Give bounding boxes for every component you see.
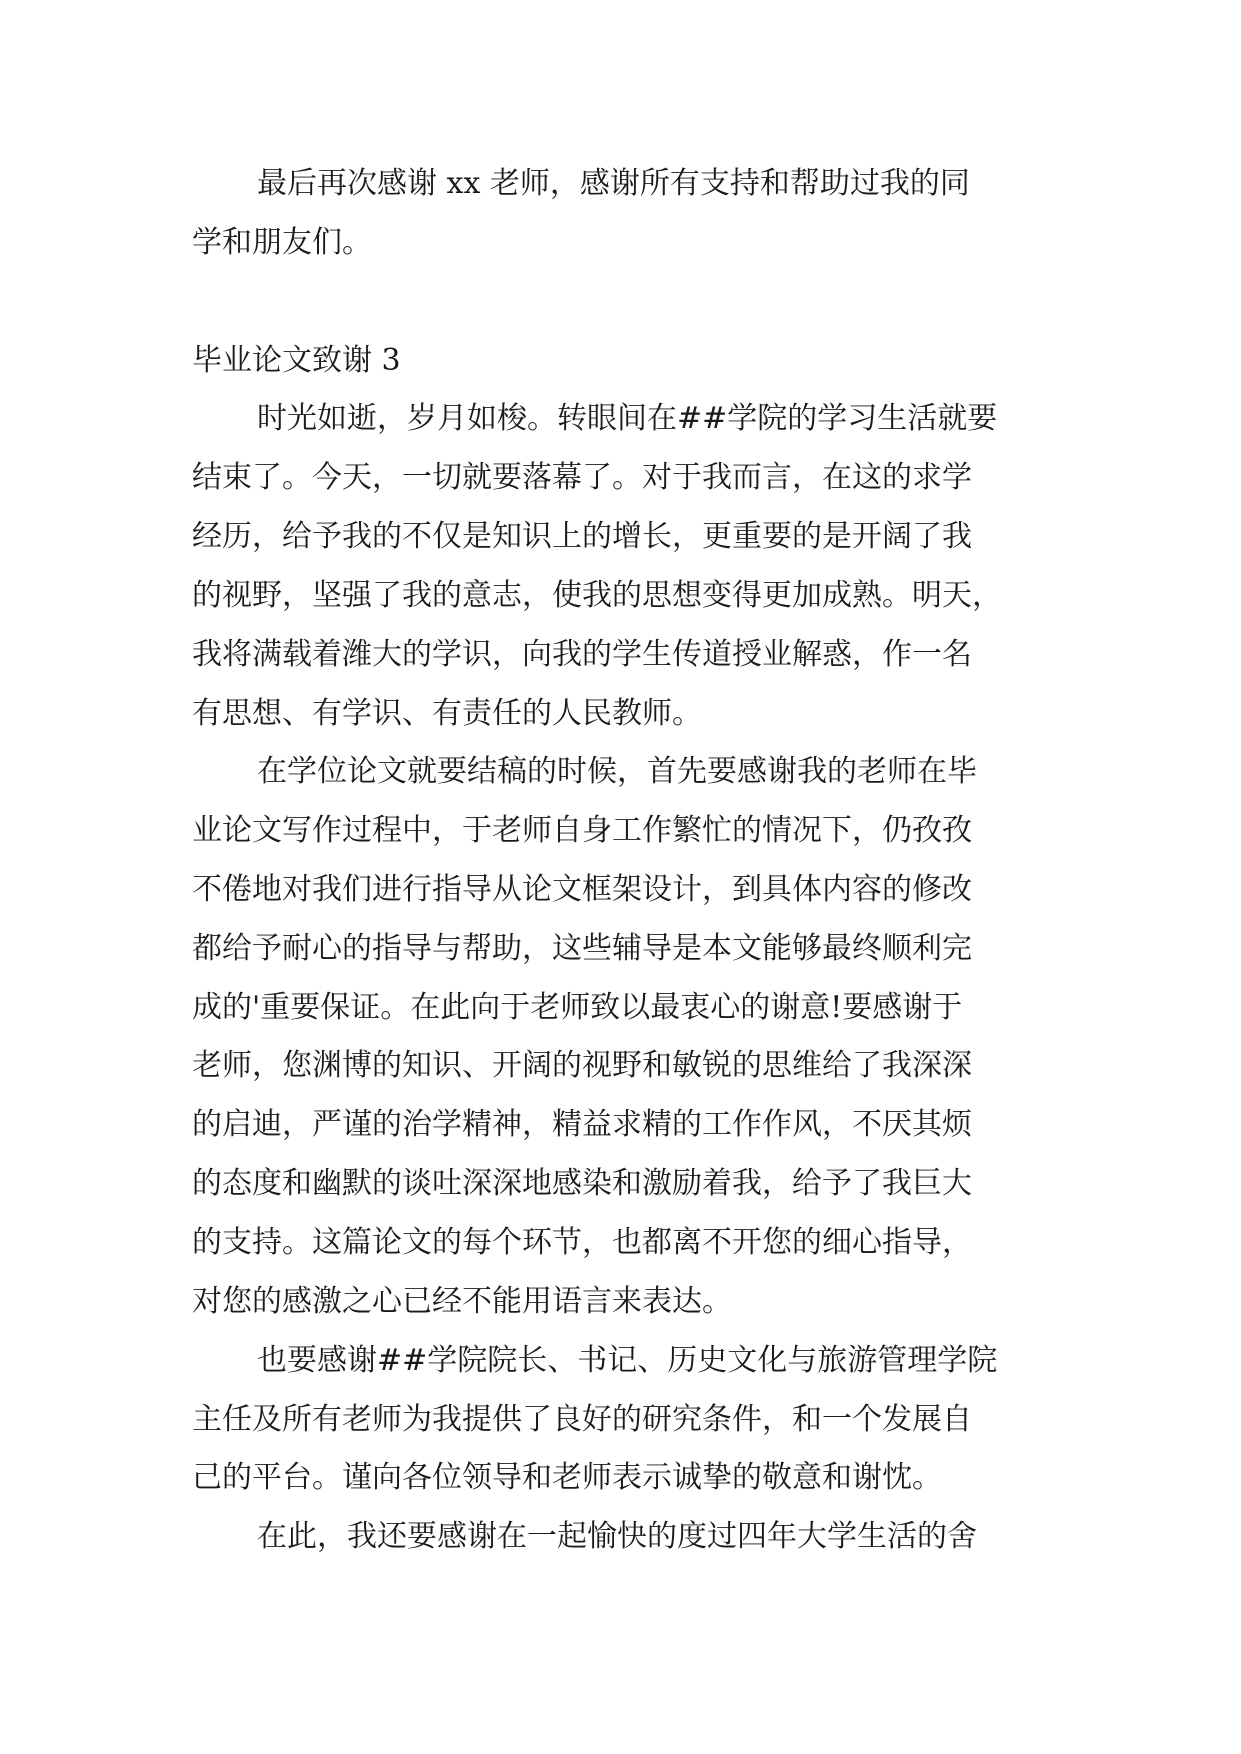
section-heading: 毕业论文致谢 3 (192, 343, 401, 378)
paragraph-line: 主任及所有老师为我提供了良好的研究条件，和一个发展自 (192, 1402, 972, 1437)
paragraph-line: 的支持。这篇论文的每个环节，也都离不开您的细心指导， (192, 1225, 972, 1260)
paragraph-line: 的态度和幽默的谈吐深深地感染和激励着我，给予了我巨大 (192, 1166, 972, 1201)
paragraph-line: 在学位论文就要结稿的时候，首先要感谢我的老师在毕 (257, 754, 977, 789)
paragraph-line: 经历，给予我的不仅是知识上的增长，更重要的是开阔了我 (192, 519, 972, 554)
paragraph-line: 我将满载着潍大的学识，向我的学生传道授业解惑，作一名 (192, 637, 972, 672)
paragraph-line: 最后再次感谢 xx 老师，感谢所有支持和帮助过我的同 (257, 166, 970, 201)
paragraph-line: 业论文写作过程中，于老师自身工作繁忙的情况下，仍孜孜 (192, 813, 972, 848)
paragraph-line: 的视野，坚强了我的意志，使我的思想变得更加成熟。明天， (192, 578, 1002, 613)
paragraph-line: 不倦地对我们进行指导从论文框架设计，到具体内容的修改 (192, 872, 972, 907)
paragraph-line: 的启迪，严谨的治学精神，精益求精的工作作风，不厌其烦 (192, 1107, 972, 1142)
paragraph-line: 老师，您渊博的知识、开阔的视野和敏锐的思维给了我深深 (192, 1048, 972, 1083)
paragraph-line: 时光如逝，岁月如梭。转眼间在##学院的学习生活就要 (257, 401, 998, 436)
paragraph-line: 有思想、有学识、有责任的人民教师。 (192, 696, 702, 731)
paragraph-line: 都给予耐心的指导与帮助，这些辅导是本文能够最终顺利完 (192, 931, 972, 966)
paragraph-line: 也要感谢##学院院长、书记、历史文化与旅游管理学院 (257, 1343, 998, 1378)
paragraph-line: 己的平台。谨向各位领导和老师表示诚挚的敬意和谢忱。 (192, 1460, 942, 1495)
paragraph-line: 在此，我还要感谢在一起愉快的度过四年大学生活的舍 (257, 1519, 977, 1554)
paragraph-line: 对您的感激之心已经不能用语言来表达。 (192, 1284, 732, 1319)
paragraph-line: 结束了。今天，一切就要落幕了。对于我而言，在这的求学 (192, 460, 972, 495)
paragraph-line: 学和朋友们。 (192, 225, 372, 260)
paragraph-line: 成的'重要保证。在此向于老师致以最衷心的谢意!要感谢于 (192, 990, 963, 1025)
